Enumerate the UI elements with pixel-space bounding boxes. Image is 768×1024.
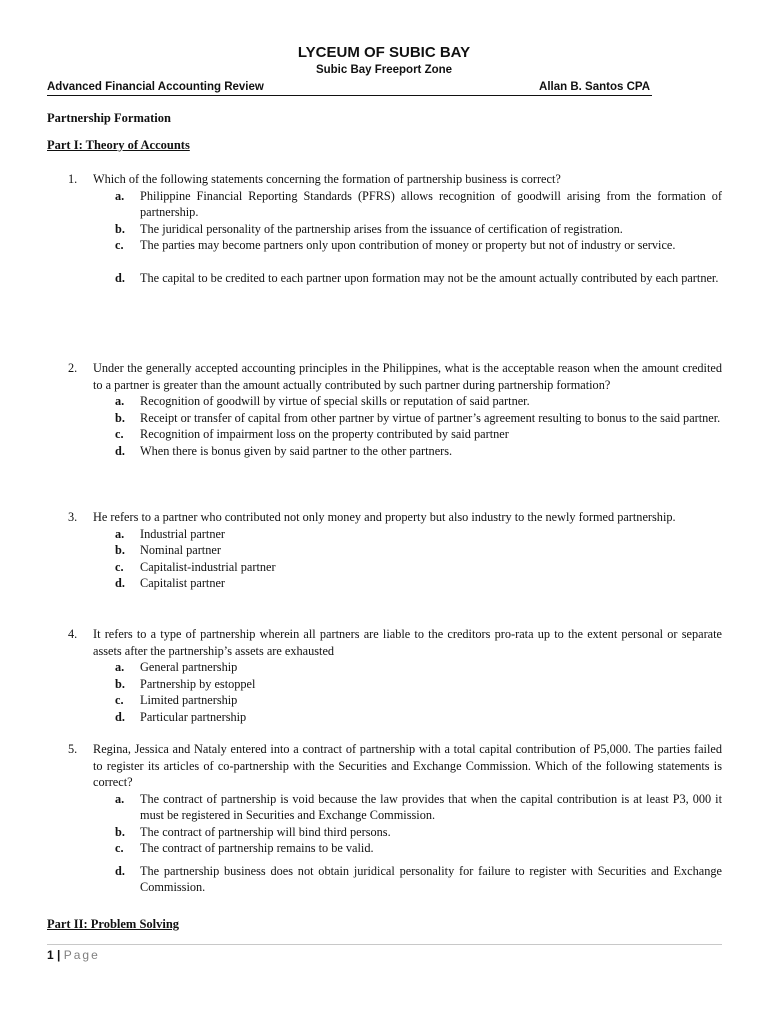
question-2	[68, 360, 722, 459]
instructor-name: Allan B. Santos CPA	[539, 81, 650, 93]
choice-b	[68, 542, 722, 559]
choice-letter: a.	[115, 188, 125, 203]
course-title: Advanced Financial Accounting Review	[47, 81, 264, 93]
page-footer	[47, 948, 100, 962]
part-1-title: Part I: Theory of Accounts	[47, 138, 190, 152]
question-number: 4.	[68, 627, 78, 641]
choice-letter: d.	[115, 443, 125, 458]
choice-c	[68, 840, 722, 857]
choice-letter: d.	[115, 270, 125, 285]
choice-list	[68, 188, 722, 287]
choice-text: General partnership	[140, 660, 238, 674]
course-header-row	[47, 81, 652, 96]
choice-letter: b.	[115, 410, 125, 425]
choice-letter: a.	[115, 791, 125, 806]
choice-a	[68, 659, 722, 676]
part-2-title: Part II: Problem Solving	[47, 917, 180, 931]
choice-a	[68, 526, 722, 543]
choice-d	[68, 863, 722, 896]
question-4	[68, 626, 722, 725]
choice-d	[68, 709, 722, 726]
choice-d	[68, 443, 722, 460]
choice-list	[68, 393, 722, 459]
topic-title: Partnership Formation	[47, 111, 171, 125]
choice-letter: a.	[115, 660, 125, 674]
choice-text: Philippine Financial Reporting Standards (PFRS) allows recognition of goodwill arising from the formation of partnership.	[140, 188, 722, 219]
choice-text: Particular partnership	[140, 709, 247, 724]
choice-text: Capitalist-industrial partner	[140, 559, 276, 574]
choice-text: Limited partnership	[140, 693, 238, 707]
choice-b	[68, 221, 722, 238]
choice-text: Capitalist partner	[140, 576, 226, 590]
choice-letter: c.	[115, 238, 124, 252]
choice-text: The partnership business does not obtain juridical personality for failure to register with Securities and Exchange Commission.	[140, 863, 722, 894]
question-number: 1.	[68, 172, 78, 186]
choice-text: Industrial partner	[140, 526, 226, 541]
choice-letter: c.	[115, 559, 124, 574]
choice-text: The contract of partnership is void because the law provides that when the capital contribution is at least P3, 000 it must be registered in Securities and Exchange Commission.	[140, 791, 722, 822]
choice-list	[68, 659, 722, 725]
choice-text: The contract of partnership remains to be valid.	[140, 841, 374, 855]
question-text: Which of the following statements concerning the formation of partnership business is correct?	[93, 172, 561, 186]
choice-list	[68, 791, 722, 896]
choice-letter: d.	[115, 576, 125, 590]
footer-divider	[47, 944, 722, 945]
choice-a	[68, 393, 722, 410]
choice-c	[68, 426, 722, 443]
question-text: It refers to a type of partnership wherein all partners are liable to the creditors pro-rata up to the extent personal or separate assets after the partnership’s assets are exhausted	[93, 627, 722, 658]
choice-b	[68, 410, 722, 427]
choice-b	[68, 824, 722, 841]
question-3	[68, 509, 722, 592]
choice-b	[68, 676, 722, 693]
choice-text: Nominal partner	[140, 543, 221, 557]
choice-text: The parties may become partners only upon contribution of money or property but not of industry or service.	[140, 238, 676, 252]
choice-text: Receipt or transfer of capital from other partner by virtue of partner’s agreement resulting to bonus to the said partner.	[140, 410, 721, 425]
choice-letter: d.	[115, 709, 125, 724]
choice-a	[68, 791, 722, 824]
question-text: Under the generally accepted accounting principles in the Philippines, what is the acceptable reason when the amount credited to a partner is greater than the amount actually contributed by such partner during partnership formation?	[93, 361, 722, 392]
choice-d	[68, 270, 722, 287]
choice-letter: a.	[115, 394, 125, 408]
choice-c	[68, 237, 722, 254]
choice-a	[68, 188, 722, 221]
question-1	[68, 171, 722, 286]
choice-letter: b.	[115, 824, 125, 839]
choice-c	[68, 559, 722, 576]
choice-text: When there is bonus given by said partner to the other partners.	[140, 443, 453, 458]
choice-letter: a.	[115, 526, 125, 541]
institution-title: LYCEUM OF SUBIC BAY	[297, 44, 471, 61]
choice-text: The contract of partnership will bind third persons.	[140, 824, 391, 839]
page-number: 1	[47, 948, 54, 962]
choice-letter: b.	[115, 543, 125, 557]
choice-letter: b.	[115, 676, 125, 691]
footer-separator: |	[57, 948, 61, 962]
choice-list	[68, 526, 722, 592]
question-number: 2.	[68, 361, 78, 375]
question-number: 5.	[68, 742, 78, 756]
choice-d	[68, 575, 722, 592]
question-text: Regina, Jessica and Nataly entered into a contract of partnership with a total capital contribution of P5,000. The parties failed to register its articles of co-partnership with the Securities and Exchange Commission. Which of the following statements is correct?	[93, 742, 722, 789]
choice-text: Recognition of goodwill by virtue of special skills or reputation of said partner.	[140, 394, 530, 408]
choice-text: The capital to be credited to each partner upon formation may not be the amount actually contributed by each partner.	[140, 270, 719, 285]
choice-letter: c.	[115, 427, 124, 441]
choice-letter: c.	[115, 693, 124, 707]
choice-text: Recognition of impairment loss on the property contributed by said partner	[140, 427, 509, 441]
question-text: He refers to a partner who contributed not only money and property but also industry to the newly formed partnership.	[93, 510, 676, 524]
choice-letter: d.	[115, 863, 125, 878]
page-label: Page	[63, 948, 100, 962]
choice-letter: c.	[115, 841, 124, 855]
question-number: 3.	[68, 510, 78, 524]
question-5	[68, 741, 722, 896]
choice-letter: b.	[115, 221, 125, 236]
choice-text: The juridical personality of the partnership arises from the issuance of certification of registration.	[140, 221, 623, 236]
choice-text: Partnership by estoppel	[140, 676, 256, 691]
institution-location: Subic Bay Freeport Zone	[315, 64, 453, 76]
choice-c	[68, 692, 722, 709]
